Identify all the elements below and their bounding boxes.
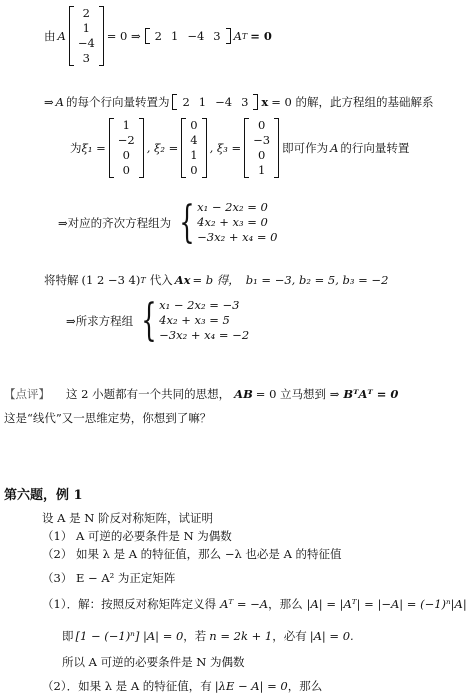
l3-v1-3: 0: [122, 163, 130, 177]
l6-eq-0: x₁ − 2x₂ = −3: [159, 298, 240, 312]
l1-row-vector: [145, 28, 231, 44]
l2-x: x: [261, 95, 269, 109]
l3-v2-1: 4: [190, 133, 198, 147]
problem-line-3: [42, 546, 342, 562]
l3-v3-3: 1: [257, 163, 266, 177]
l4-eq-1: 4x₂ + x₃ = 0: [197, 215, 268, 229]
l3-pre: 为: [70, 141, 82, 155]
comment-tag: 【点评】: [4, 387, 50, 401]
line-8: [4, 410, 211, 426]
l3-A: A: [330, 141, 339, 155]
l7-text: 这 2 小题都有一个共同的思想，: [66, 387, 231, 401]
l5-result: b₁ = −3, b₂ = 5, b₃ = −2: [245, 273, 389, 287]
l2-r2: −4: [215, 95, 233, 109]
p6-res: |A| = 0.: [309, 629, 354, 643]
l1-v2: −4: [77, 36, 95, 50]
l1-r1: 1: [171, 29, 179, 43]
line-6: [66, 294, 250, 346]
l5-vec: (1 2 −3 4): [81, 273, 141, 287]
l7-eq: = 0 立马想到 ⇒: [255, 387, 340, 401]
l1-r2: −4: [187, 29, 205, 43]
l4-eq-0: x₁ − 2x₂ = 0: [197, 200, 268, 214]
l3-vector-1: [109, 118, 144, 178]
l1-pre: 由: [44, 29, 56, 43]
line-2: [44, 94, 434, 110]
l1-matrix-A: A: [57, 29, 66, 43]
l3-vector-3: [244, 118, 279, 178]
l1-v3: 3: [82, 51, 90, 65]
p6-post: ，必有: [272, 629, 307, 643]
l2-r3: 3: [241, 95, 249, 109]
l3-v2-3: 0: [190, 163, 198, 177]
left-brace-icon: {: [179, 196, 195, 248]
p8-det: |λE − A| = 0: [214, 679, 288, 693]
l3-v2-0: 0: [190, 118, 198, 132]
l2-A: A: [55, 95, 64, 109]
line-5: [44, 272, 388, 288]
l1-eq: = 0 ⇒: [106, 29, 141, 43]
l8-text: 这是“线代”又一思维定势，你想到了嘛？: [4, 411, 212, 425]
l3-xi1: ξ₁ =: [81, 141, 106, 155]
solution-line-1: [42, 596, 467, 612]
problem-line-4: [42, 570, 175, 586]
l7-BTAT: BᵀAᵀ = 0: [343, 387, 399, 401]
l1-tail: = 0: [250, 29, 272, 43]
p6-pre: 即: [62, 629, 74, 643]
l2-row-vector: [172, 94, 258, 110]
l3-v2-2: 1: [190, 148, 198, 162]
l6-pre: ⇒所求方程组: [66, 313, 134, 328]
p6-n: n = 2k + 1: [209, 629, 273, 643]
solution-line-2: [62, 628, 354, 644]
l6-system: [135, 294, 250, 346]
l3-text: 即可作为: [282, 141, 329, 155]
l2-text: 的每个行向量转置为: [65, 95, 170, 109]
l1-v0: 2: [82, 6, 90, 20]
p5-pre: （1）．解：按照反对称矩阵定义得: [42, 597, 217, 611]
p6-eq: [1 − (−1)ⁿ] |A| = 0: [75, 629, 184, 643]
l2-text2: = 0 的解，此方程组的基础解系: [271, 95, 434, 109]
l1-r0: 2: [154, 29, 162, 43]
l3-v3-1: −3: [253, 133, 271, 147]
p4-text: （3） E − A² 为正定矩阵: [42, 571, 176, 585]
l5-Ax: Ax: [174, 273, 191, 287]
l3-vector-2: [181, 118, 206, 178]
l3-v1-2: 0: [122, 148, 130, 162]
l4-pre: ⇒对应的齐次方程组为: [58, 215, 172, 230]
l1-T: T: [241, 31, 248, 41]
problem-line-2: [42, 528, 232, 544]
left-brace-icon: {: [141, 294, 157, 346]
p7-text: 所以 A 可逆的必要条件是 N 为偶数: [62, 655, 245, 669]
line-7: [4, 386, 398, 402]
p3-text: （2） 如果 λ 是 A 的特征值，那么 −λ 也必是 A 的特征值: [42, 547, 342, 561]
p5-eq: Aᵀ = −A: [220, 597, 269, 611]
p1-text: 设 A 是 N 阶反对称矩阵，试证明: [42, 511, 213, 525]
p8-pre: （2）．如果 λ 是 A 的特征值，有: [42, 679, 212, 693]
p6-mid: ，若: [183, 629, 207, 643]
l1-post: A: [233, 29, 242, 43]
l2-pre: ⇒: [44, 95, 54, 109]
l1-column-vector: [69, 6, 104, 66]
l3-xi3: , ξ₃ =: [209, 141, 242, 155]
l2-r1: 1: [198, 95, 207, 109]
p8-post: ，那么: [287, 679, 323, 693]
solution-line-3: [62, 654, 245, 670]
l5-pre: 将特解: [44, 273, 79, 287]
l4-system: [173, 196, 278, 248]
l6-eq-2: −3x₂ + x₄ = −2: [159, 328, 250, 342]
p2-text: （1） A 可逆的必要条件是 N 为偶数: [42, 529, 232, 543]
heading-text: 第六题，例 1: [4, 488, 83, 503]
l5-eq: = b 得，: [192, 273, 240, 287]
p5-mid: ，那么: [268, 597, 303, 611]
l1-v1: 1: [82, 21, 90, 35]
line-3: [70, 118, 409, 178]
l3-v3-2: 0: [257, 148, 266, 162]
line-4: [58, 196, 278, 248]
l6-eq-1: 4x₂ + x₃ = 5: [159, 313, 230, 327]
problem-line-1: [42, 510, 213, 526]
p5-det: |A| = |Aᵀ| = |−A| = (−1)ⁿ|A|: [306, 597, 467, 611]
l3-v3-0: 0: [257, 118, 266, 132]
section-heading: [4, 484, 83, 503]
l3-v1-1: −2: [117, 133, 135, 147]
l2-r0: 2: [182, 95, 190, 109]
solution-line-4: [42, 678, 322, 694]
l3-xi2: , ξ₂ =: [146, 141, 179, 155]
l3-v1-0: 1: [122, 118, 130, 132]
l5-T: T: [140, 275, 146, 285]
line-1: [44, 6, 272, 66]
l1-r3: 3: [213, 29, 221, 43]
l4-eq-2: −3x₂ + x₄ = 0: [197, 230, 278, 244]
l5-mid: 代入: [149, 273, 173, 287]
l7-AB: AB: [234, 387, 253, 401]
l3-text2: 的行向量转置: [340, 141, 410, 155]
